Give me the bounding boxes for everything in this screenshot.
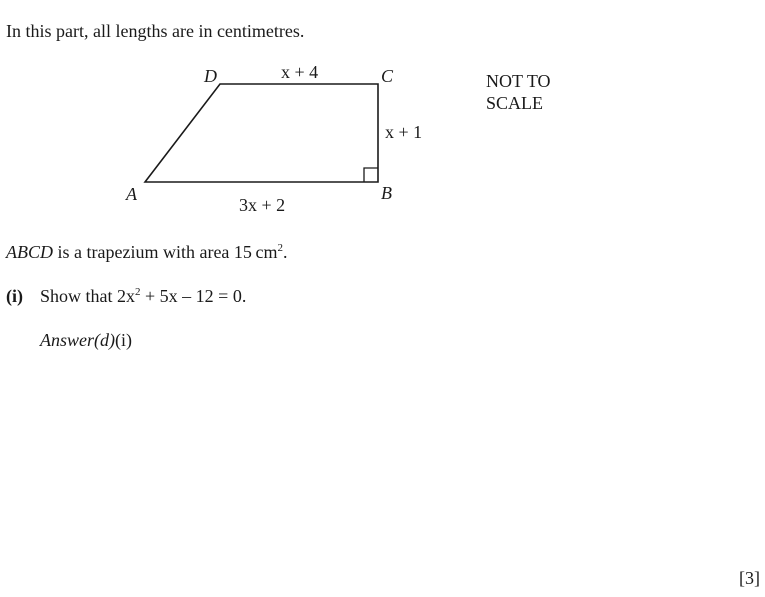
- side-label-cb: x + 1: [385, 122, 423, 142]
- part-i-label: (i): [6, 286, 23, 306]
- part-i-text-before: Show that 2x: [40, 286, 136, 306]
- statement-superscript: 2: [277, 242, 284, 254]
- right-angle-marker: [364, 168, 378, 182]
- marks-badge: [3]: [739, 568, 760, 588]
- part-i-text-after: + 5x – 12 = 0.: [140, 286, 247, 306]
- shape-name: ABCD: [6, 242, 53, 262]
- trapezium-statement: [6, 243, 288, 261]
- statement-text: is a trapezium with area 15 cm: [53, 242, 278, 262]
- answer-label-italic: Answer(d): [40, 330, 115, 350]
- part-i-question: [40, 287, 246, 305]
- part-i-superscript: 2: [135, 286, 141, 298]
- note-line-1: NOT TO: [486, 71, 551, 91]
- vertex-label-a: A: [126, 184, 137, 204]
- side-label-ab: 3x + 2: [239, 195, 286, 215]
- vertex-label-d: D: [204, 66, 217, 86]
- note-line-2: SCALE: [486, 93, 544, 113]
- intro-text: In this part, all lengths are in centimetres.: [6, 21, 305, 41]
- trapezium-shape: [145, 84, 378, 182]
- vertex-label-b: B: [381, 183, 392, 203]
- not-to-scale-note: [486, 70, 551, 114]
- side-label-dc: x + 4: [281, 62, 319, 82]
- trapezium-diagram: [0, 0, 765, 240]
- statement-end: .: [283, 242, 288, 262]
- answer-label: [40, 331, 132, 349]
- vertex-label-c: C: [381, 66, 394, 86]
- answer-label-normal: (i): [115, 330, 132, 350]
